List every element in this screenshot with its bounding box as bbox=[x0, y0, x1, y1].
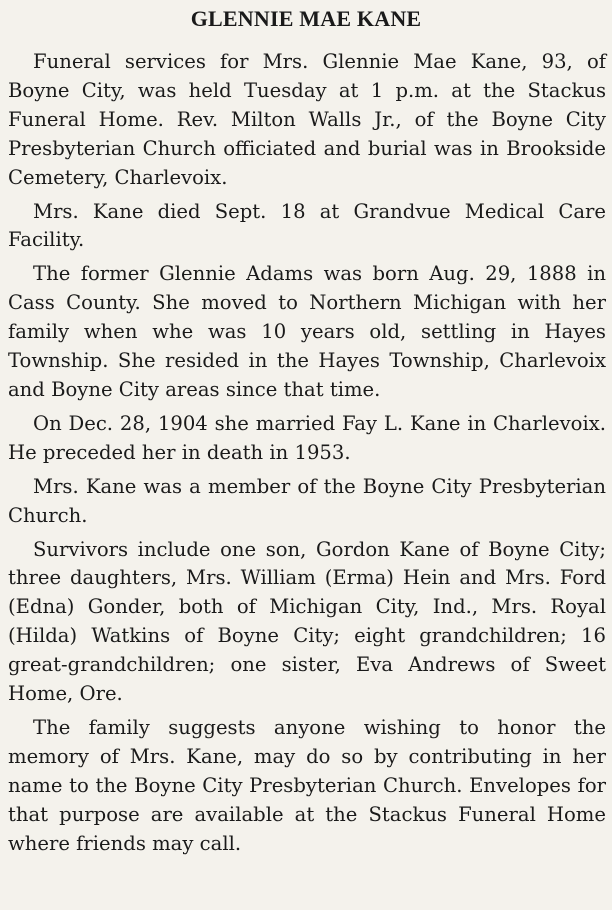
paragraph-survivors: Survivors include one son, Gordon Kane of Boyne City; three daughters, Mrs. William (Erma) Hein and Mrs. Ford (Edna) Gonder, both of Michigan City, Ind., Mrs. Royal (Hilda) Watkins of Boyne City; eight grandchildren; 16 great-grandchildren; one sister, Eva Andrews of Sweet Home, Ore. bbox=[8, 537, 606, 706]
obituary-body bbox=[8, 48, 606, 858]
paragraph-memorial: The family suggests anyone wishing to honor the memory of Mrs. Kane, may do so by contributing in her name to the Boyne City Presbyterian Church. Envelopes for that purpose are available at the Stackus Funeral Home where friends may call. bbox=[8, 715, 606, 855]
paragraph-membership: Mrs. Kane was a member of the Boyne City Presbyterian Church. bbox=[8, 474, 606, 527]
paragraph-birth: The former Glennie Adams was born Aug. 29, 1888 in Cass County. She moved to Northern Michigan with her family when whe was 10 years old, settling in Hayes Township. She resided in the Hayes Township, Charlevoix and Boyne City areas since that time. bbox=[8, 262, 606, 401]
paragraph-marriage: On Dec. 28, 1904 she married Fay L. Kane in Charlevoix. He preceded her in death in 1953. bbox=[8, 411, 606, 464]
obituary-headline: GLENNIE MAE KANE bbox=[190, 6, 422, 31]
paragraph-funeral-services: Funeral services for Mrs. Glennie Mae Kane, 93, of Boyne City, was held Tuesday at 1 p.m. at the Stackus Funeral Home. Rev. Milton Walls Jr., of the Boyne City Presbyterian Church officiated and burial was in Brookside Cemetery, Charlevoix. bbox=[8, 50, 606, 189]
paragraph-death: Mrs. Kane died Sept. 18 at Grandvue Medical Care Facility. bbox=[8, 199, 606, 252]
